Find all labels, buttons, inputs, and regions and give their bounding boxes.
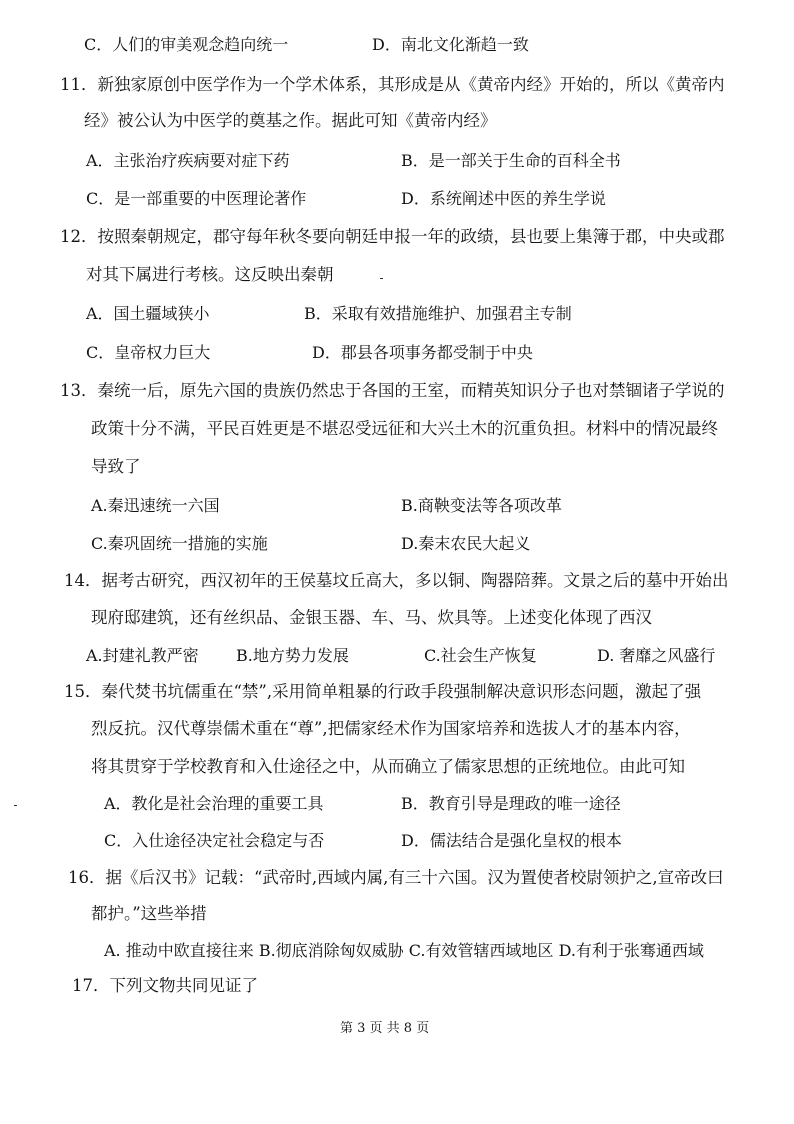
q10-option-c: C．人们的审美观念趋向统一 (84, 35, 289, 54)
q16-stem-line-1: 16．据《后汉书》记载：“武帝时,西域内属,有三十六国。汉为置使者校尉领护之,宣帝改曰 (68, 868, 724, 887)
q12-stem-line-1: 12．按照秦朝规定，郡守每年秋冬要向朝廷申报一年的政绩，县也要上集簿于郡，中央或郡 (60, 227, 725, 246)
q15-stem-line-3: 将其贯穿于学校教育和入仕途径之中，从而确立了儒家思想的正统地位。由此可知 (91, 757, 685, 776)
q12-option-c: C．皇帝权力巨大 (86, 343, 211, 362)
q11-option-b: B．是一部关于生命的百科全书 (401, 151, 621, 170)
q10-option-d: D．南北文化渐趋一致 (372, 35, 529, 54)
q13-stem-line-1: 13．秦统一后，原先六国的贵族仍然忠于各国的王室，而精英知识分子也对禁锢诸子学说的 (60, 381, 725, 400)
q13-option-d: D.秦末农民大起义 (401, 534, 531, 553)
q16-stem-line-2: 都护。”这些举措 (91, 904, 207, 923)
q15-option-a: A．教化是社会治理的重要工具 (104, 794, 324, 813)
q11-stem-line-2: 经》被公认为中医学的奠基之作。据此可知《黄帝内经》 (84, 111, 497, 130)
q15-option-c: C．入仕途径决定社会稳定与否 (104, 831, 325, 850)
q11-option-a: A．主张治疗疾病要对症下药 (86, 151, 290, 170)
q12-option-a: A．国土疆域狭小 (86, 304, 210, 323)
q12-option-d: D．郡县各项事务都受制于中央 (312, 343, 533, 362)
q14-option-d: D. 奢靡之风盛行 (597, 646, 716, 665)
q14-option-a: A.封建礼教严密 (86, 646, 199, 665)
q11-stem-line-1: 11．新独家原创中医学作为一个学术体系，其形成是从《黄帝内经》开始的，所以《黄帝内 (60, 75, 725, 94)
q13-option-b: B.商鞅变法等各项改革 (401, 496, 562, 515)
q13-stem-line-3: 导致了 (91, 457, 141, 476)
q12-option-b: B．采取有效措施维护、加强君主专制 (304, 304, 572, 323)
q13-option-c: C.秦巩固统一措施的实施 (91, 534, 268, 553)
q15-option-b: B．教育引导是理政的唯一途径 (401, 794, 621, 813)
q15-stem-line-1: 15．秦代焚书坑儒重在“禁”,采用简单粗暴的行政手段强制解决意识形态问题，激起了强 (64, 682, 702, 701)
q16-options-line: A. 推动中欧直接往来 B.彻底消除匈奴威胁 C.有效管辖西域地区 D.有利于张骞通西域 (104, 941, 704, 960)
q13-stem-line-2: 政策十分不满，平民百姓更是不堪忍受远征和大兴土木的沉重负担。材料中的情况最终 (91, 419, 718, 438)
scan-speck (380, 278, 383, 279)
q14-stem-line-1: 14．据考古研究，西汉初年的王侯墓坟丘高大，多以铜、陶器陪葬。文景之后的墓中开始出 (64, 571, 729, 590)
page-number-footer: 第 3 页 共 8 页 (340, 1021, 430, 1036)
q14-option-c: C.社会生产恢复 (424, 646, 537, 665)
q15-stem-line-2: 烈反抗。汉代尊崇儒术重在“尊”,把儒家经术作为国家培养和选拔人才的基本内容， (91, 719, 691, 738)
q11-option-d: D．系统阐述中医的养生学说 (401, 189, 606, 208)
q14-option-b: B.地方势力发展 (236, 646, 349, 665)
scan-speck (14, 805, 17, 806)
q17-stem-line-1: 17．下列文物共同见证了 (72, 976, 258, 995)
q12-stem-line-2: 对其下属进行考核。这反映出秦朝 (86, 265, 334, 284)
q15-option-d: D．儒法结合是强化皇权的根本 (401, 831, 622, 850)
q11-option-c: C．是一部重要的中医理论著作 (86, 189, 307, 208)
q14-stem-line-2: 现府邸建筑，还有丝织品、金银玉器、车、马、炊具等。上述变化体现了西汉 (91, 608, 652, 627)
q13-option-a: A.秦迅速统一六国 (91, 496, 220, 515)
